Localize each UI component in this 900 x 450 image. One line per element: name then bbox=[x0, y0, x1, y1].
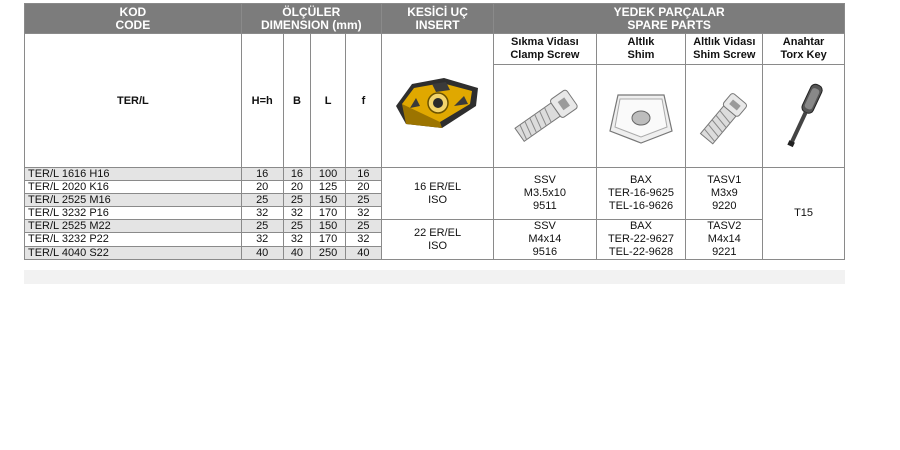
clamp-screw-group-1 bbox=[494, 168, 596, 220]
dim-b-header: B bbox=[283, 34, 311, 168]
dim-h-header: H=h bbox=[241, 34, 283, 168]
spare-parts-header bbox=[494, 4, 845, 34]
dimension-header-tr: ÖLÇÜLER bbox=[282, 4, 341, 19]
table-shadow-band bbox=[24, 270, 845, 284]
shim-screw-group-2 bbox=[686, 220, 763, 260]
insert-image bbox=[392, 66, 484, 136]
clamp-screw-group-1-line-1: SSV bbox=[533, 174, 556, 186]
row-code: TER/L 3232 P16 bbox=[25, 207, 242, 220]
insert-group-2 bbox=[381, 220, 493, 260]
code-label: TER/L bbox=[116, 94, 149, 107]
shim-screw-header-tr: Altlık Vidası bbox=[693, 36, 756, 48]
shim-screw-group-1-line-1: TASV1 bbox=[707, 174, 742, 186]
row-code: TER/L 1616 H16 bbox=[25, 168, 242, 181]
dimension-header-en: DIMENSION (mm) bbox=[260, 17, 362, 32]
spare-parts-header-tr: YEDEK PARÇALAR bbox=[613, 4, 725, 19]
shim-image bbox=[606, 85, 676, 147]
shim-screw-group-1 bbox=[686, 168, 763, 220]
torx-key-image-cell bbox=[763, 65, 845, 168]
dimension-header bbox=[241, 4, 381, 34]
row-l: 250 bbox=[311, 246, 346, 259]
row-code: TER/L 2525 M22 bbox=[25, 220, 242, 233]
row-h: 25 bbox=[241, 220, 283, 233]
dim-l-header: L bbox=[311, 34, 346, 168]
shim-screw-group-1-line-3: 9220 bbox=[712, 200, 737, 212]
clamp-screw-group-2-line-2: M4x14 bbox=[528, 233, 562, 245]
torx-key-image bbox=[779, 76, 829, 156]
clamp-screw-image-cell bbox=[494, 65, 596, 168]
shim-image-cell bbox=[596, 65, 686, 168]
shim-screw-image bbox=[687, 76, 761, 156]
row-h: 20 bbox=[241, 181, 283, 194]
row-h: 32 bbox=[241, 233, 283, 246]
shim-group-1-line-1: BAX bbox=[629, 174, 652, 186]
shim-header bbox=[596, 34, 686, 65]
insert-header-en: INSERT bbox=[415, 17, 460, 32]
row-f: 16 bbox=[345, 168, 381, 181]
code-header-en: CODE bbox=[115, 17, 151, 32]
clamp-screw-image bbox=[500, 77, 590, 155]
row-b: 25 bbox=[283, 220, 311, 233]
insert-group-2-line-2: ISO bbox=[428, 239, 448, 252]
row-l: 125 bbox=[311, 181, 346, 194]
shim-group-2-line-1: BAX bbox=[629, 220, 652, 232]
row-f: 32 bbox=[345, 233, 381, 246]
code-header-tr: KOD bbox=[119, 4, 147, 19]
shim-screw-header bbox=[686, 34, 763, 65]
row-h: 25 bbox=[241, 194, 283, 207]
row-f: 32 bbox=[345, 207, 381, 220]
row-b: 32 bbox=[283, 233, 311, 246]
clamp-screw-header-tr: Sıkma Vidası bbox=[511, 36, 579, 48]
shim-group-2-line-3: TEL-22-9628 bbox=[608, 246, 674, 258]
row-code: TER/L 3232 P22 bbox=[25, 233, 242, 246]
shim-screw-group-2-line-3: 9221 bbox=[712, 246, 737, 258]
row-l: 170 bbox=[311, 233, 346, 246]
table-row bbox=[25, 220, 845, 233]
row-code: TER/L 2525 M16 bbox=[25, 194, 242, 207]
insert-group-1 bbox=[381, 168, 493, 220]
shim-header-en: Shim bbox=[627, 49, 655, 61]
insert-image-cell bbox=[381, 34, 493, 168]
row-f: 20 bbox=[345, 181, 381, 194]
clamp-screw-group-2 bbox=[494, 220, 596, 260]
clamp-screw-group-1-line-3: 9511 bbox=[533, 200, 557, 212]
torx-key-header-en: Torx Key bbox=[780, 49, 827, 61]
insert-group-2-line-1: 22 ER/EL bbox=[413, 226, 462, 239]
spare-parts-table bbox=[24, 3, 845, 260]
table-row bbox=[25, 168, 845, 181]
shim-screw-image-cell bbox=[686, 65, 763, 168]
insert-group-1-line-2: ISO bbox=[428, 193, 448, 206]
spare-parts-header-en: SPARE PARTS bbox=[627, 17, 711, 32]
row-b: 32 bbox=[283, 207, 311, 220]
shim-screw-group-2-line-2: M4x14 bbox=[707, 233, 741, 245]
spare-parts-table-container bbox=[24, 3, 845, 260]
row-b: 25 bbox=[283, 194, 311, 207]
code-label-cell bbox=[25, 34, 242, 168]
row-h: 32 bbox=[241, 207, 283, 220]
shim-group-1-line-3: TEL-16-9626 bbox=[608, 200, 674, 212]
row-l: 150 bbox=[311, 220, 346, 233]
row-b: 40 bbox=[283, 246, 311, 259]
shim-screw-header-en: Shim Screw bbox=[693, 49, 756, 61]
insert-header-tr: KESİCİ UÇ bbox=[407, 4, 468, 19]
dim-f-header: f bbox=[345, 34, 381, 168]
row-b: 16 bbox=[283, 168, 311, 181]
shim-group-1 bbox=[596, 168, 686, 220]
clamp-screw-group-1-line-2: M3.5x10 bbox=[523, 187, 566, 199]
torx-key-value: T15 bbox=[763, 168, 845, 260]
row-l: 100 bbox=[311, 168, 346, 181]
clamp-screw-header-en: Clamp Screw bbox=[510, 49, 580, 61]
shim-group-1-line-2: TER-16-9625 bbox=[607, 187, 674, 199]
header-row bbox=[25, 4, 845, 34]
clamp-screw-header bbox=[494, 34, 596, 65]
shim-header-tr: Altlık bbox=[627, 36, 655, 48]
row-h: 16 bbox=[241, 168, 283, 181]
shim-group-2 bbox=[596, 220, 686, 260]
clamp-screw-group-2-line-3: 9516 bbox=[532, 246, 558, 258]
row-f: 25 bbox=[345, 220, 381, 233]
clamp-screw-group-2-line-1: SSV bbox=[533, 220, 556, 232]
row-l: 150 bbox=[311, 194, 346, 207]
insert-group-1-line-1: 16 ER/EL bbox=[413, 180, 462, 193]
code-header bbox=[25, 4, 242, 34]
torx-key-header bbox=[763, 34, 845, 65]
row-f: 25 bbox=[345, 194, 381, 207]
row-f: 40 bbox=[345, 246, 381, 259]
shim-screw-group-1-line-2: M3x9 bbox=[710, 187, 738, 199]
row-l: 170 bbox=[311, 207, 346, 220]
shim-screw-group-2-line-1: TASV2 bbox=[707, 220, 742, 232]
row-code: TER/L 4040 S22 bbox=[25, 246, 242, 259]
subheader-row bbox=[25, 34, 845, 65]
torx-key-header-tr: Anahtar bbox=[782, 36, 825, 48]
insert-header bbox=[381, 4, 493, 34]
row-b: 20 bbox=[283, 181, 311, 194]
row-h: 40 bbox=[241, 246, 283, 259]
row-code: TER/L 2020 K16 bbox=[25, 181, 242, 194]
shim-group-2-line-2: TER-22-9627 bbox=[607, 233, 674, 245]
